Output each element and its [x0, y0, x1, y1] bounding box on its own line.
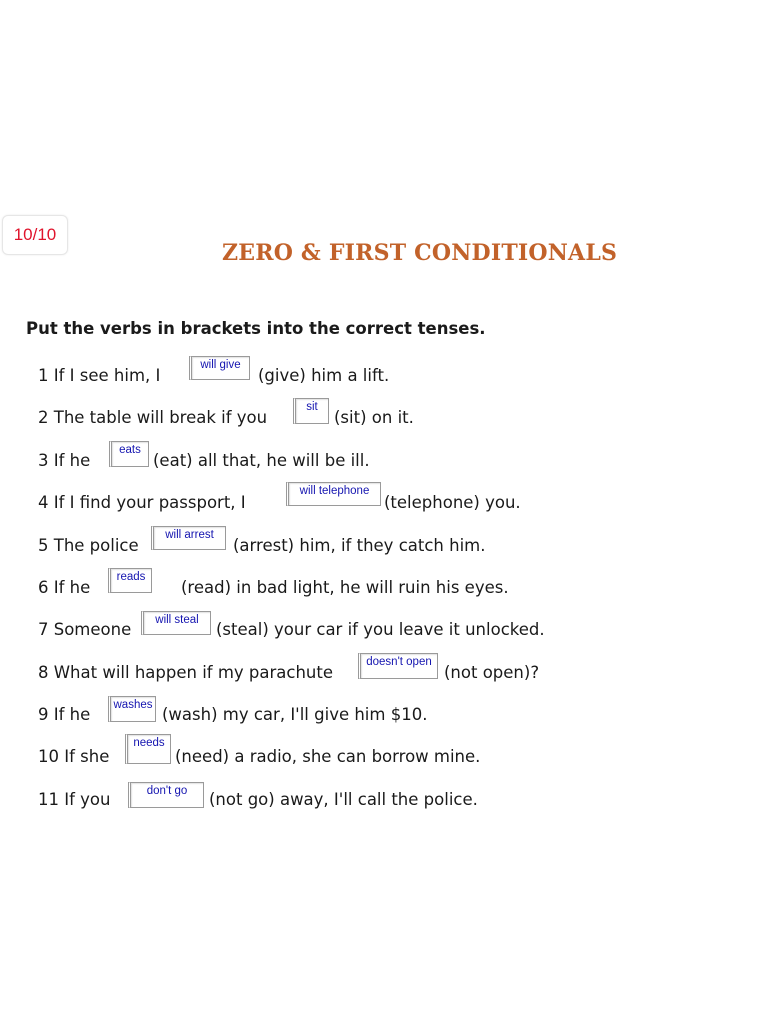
answer-input-10[interactable]: needs — [125, 734, 171, 764]
item-text-after: (arrest) him, if they catch him. — [233, 536, 486, 555]
item-text-after: (not go) away, I'll call the police. — [209, 790, 478, 809]
item-text-before: 6 If he — [38, 578, 91, 597]
answer-input-9[interactable]: washes — [108, 696, 156, 722]
answer-input-6[interactable]: reads — [108, 568, 152, 593]
item-text-after: (not open)? — [444, 663, 540, 682]
item-text-before: 3 If he — [38, 451, 91, 470]
worksheet-instruction: Put the verbs in brackets into the correct tenses. — [26, 319, 486, 338]
score-badge: 10/10 — [2, 215, 68, 255]
item-text-after: (telephone) you. — [384, 493, 521, 512]
item-text-before: 1 If I see him, I — [38, 366, 161, 385]
item-text-after: (need) a radio, she can borrow mine. — [175, 747, 481, 766]
item-text-before: 7 Someone — [38, 620, 132, 639]
item-text-before: 9 If he — [38, 705, 91, 724]
item-text-before: 8 What will happen if my parachute — [38, 663, 334, 682]
answer-input-7[interactable]: will steal — [141, 611, 211, 635]
answer-input-2[interactable]: sit — [293, 398, 329, 424]
answer-input-5[interactable]: will arrest — [151, 526, 226, 550]
item-text-after: (sit) on it. — [334, 408, 414, 427]
item-text-after: (wash) my car, I'll give him $10. — [162, 705, 428, 724]
item-text-before: 4 If I find your passport, I — [38, 493, 246, 512]
answer-input-4[interactable]: will telephone — [286, 482, 381, 506]
item-text-before: 5 The police — [38, 536, 139, 555]
item-text-before: 2 The table will break if you — [38, 408, 268, 427]
answer-input-11[interactable]: don't go — [128, 782, 204, 808]
answer-input-8[interactable]: doesn't open — [358, 653, 438, 679]
item-text-before: 11 If you — [38, 790, 111, 809]
item-text-after: (read) in bad light, he will ruin his eyes. — [181, 578, 509, 597]
worksheet-title: ZERO & FIRST CONDITIONALS — [222, 240, 618, 266]
item-text-after: (eat) all that, he will be ill. — [153, 451, 370, 470]
answer-input-1[interactable]: will give — [189, 356, 250, 380]
item-text-before: 10 If she — [38, 747, 110, 766]
item-text-after: (steal) your car if you leave it unlocked. — [216, 620, 545, 639]
item-text-after: (give) him a lift. — [258, 366, 390, 385]
answer-input-3[interactable]: eats — [109, 441, 149, 467]
